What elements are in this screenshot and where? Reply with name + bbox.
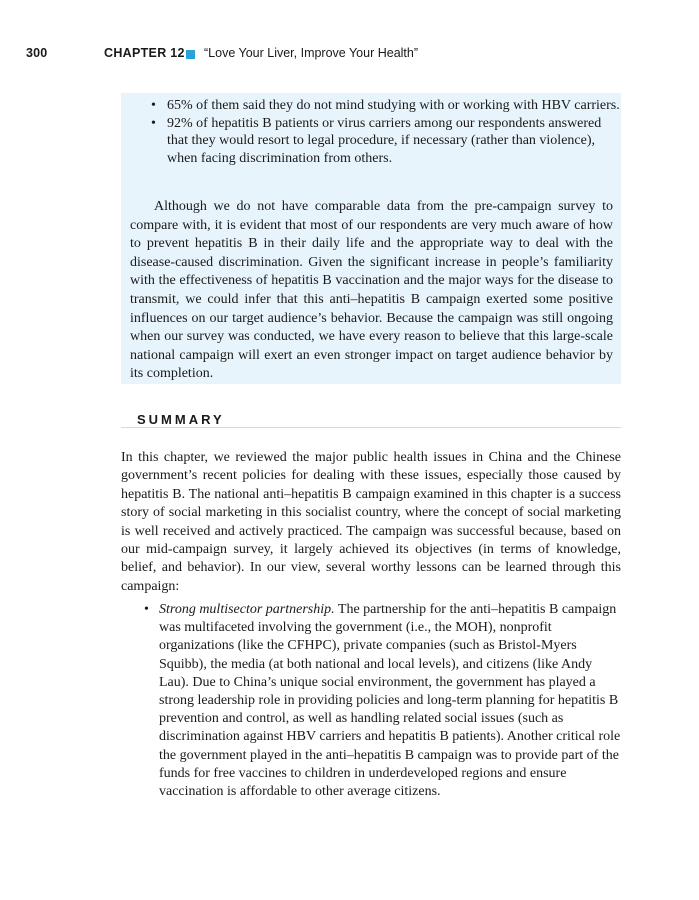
box-paragraph: Although we do not have comparable data from the pre-campaign survey to compare with, it is evident that most of our respondents are very much aware of how to prevent hepatitis B in their daily life and the appropriate way to deal with the disease-caused discrimination. Given the significant increase in people’s familiarity with the effectiveness of hepatitis B vaccination and the major ways for the disease to transmit, we could infer that this anti–hepatitis B campaign exerted some positive influences on our target audience’s behavior. Because the campaign was still ongoing when our survey was conducted, we have every reason to believe that this large-scale national campaign will exert an even stronger impact on target audience behavior by its completion. bbox=[130, 199, 613, 382]
highlight-box bbox=[121, 93, 621, 384]
page-number: 300 bbox=[26, 46, 48, 60]
bullet-icon: • bbox=[151, 98, 156, 113]
square-bullet-icon bbox=[186, 50, 195, 59]
list-item bbox=[151, 115, 621, 168]
lessons-list bbox=[144, 601, 621, 801]
bullet-icon: • bbox=[151, 115, 156, 131]
bullet-text: 92% of hepatitis B patients or virus carriers among our respondents answered that they would resort to legal procedure, if necessary (rather than violence), when facing discrimination from others. bbox=[167, 115, 602, 166]
bullet-icon: • bbox=[144, 602, 149, 617]
chapter-label: CHAPTER 12 bbox=[104, 46, 185, 60]
bullet-text: 65% of them said they do not mind studying with or working with HBV carriers. bbox=[167, 98, 620, 113]
list-item bbox=[151, 97, 621, 115]
chapter-title: “Love Your Liver, Improve Your Health” bbox=[204, 46, 419, 60]
list-item bbox=[144, 601, 621, 801]
running-header bbox=[26, 46, 666, 66]
summary-paragraph: In this chapter, we reviewed the major public health issues in China and the Chinese government’s recent policies for dealing with these issues, especially those caused by hepatitis B. The national anti–hepatitis B campaign examined in this chapter is a success story of social marketing in this socialist country, where the concept of social marketing is well received and actively practiced. The campaign was successful because, based on our mid-campaign survey, it largely achieved its objectives (in terms of knowledge, belief, and behavior). In our view, several worthy lessons can be learned through this campaign: bbox=[121, 450, 621, 594]
lesson-text: The partnership for the anti–hepatitis B campaign was multifaceted involving the government (i.e., the MOH), nonprofit organizations (like the CFHPC), private companies (such as Bristol-Myers Squibb), the media (at both national and local levels), and citizens (like Andy Lau). Due to China’s unique social environment, the government has played a strong leadership role in providing policies and long-term planning for hepatitis B prevention and control, as well as handling related social issues (such as discrimination against HBV carriers and hepatitis B patients). Another critical role the government played in the anti–hepatitis B campaign was to provide part of the funds for free vaccines to children in underdeveloped regions and ensure vaccination is affordable to other average citizens. bbox=[159, 602, 621, 800]
heading-rule bbox=[121, 427, 621, 428]
box-bullet-list bbox=[151, 97, 621, 167]
section-heading: SUMMARY bbox=[137, 412, 225, 427]
lesson-lead: Strong multisector partnership. bbox=[159, 602, 335, 617]
